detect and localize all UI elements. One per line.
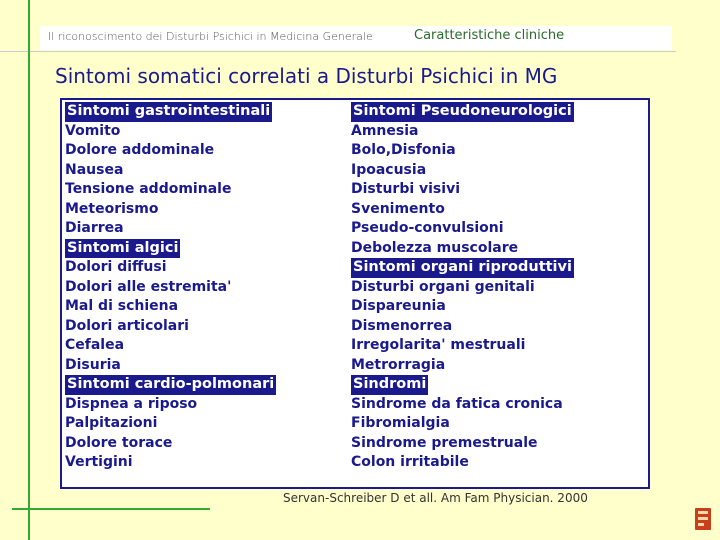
category-heading-label: Sintomi gastrointestinali [65, 102, 272, 122]
vertical-accent-line [28, 0, 30, 540]
symptom-item [65, 141, 276, 161]
symptom-item [65, 200, 276, 220]
symptom-item-label: Sindrome da fatica cronica [351, 395, 563, 412]
symptom-item-label: Disturbi visivi [351, 181, 460, 197]
symptom-item-label: Svenimento [351, 200, 445, 217]
symptom-item-label: Dismenorrea [351, 317, 453, 334]
symptom-item [351, 336, 574, 356]
symptom-item-label: Vomito [65, 122, 121, 139]
bottom-accent-line [12, 508, 210, 510]
category-heading [65, 375, 276, 395]
symptom-item [351, 453, 574, 473]
symptom-item [351, 395, 574, 415]
symptom-item-label: Dolore torace [65, 434, 173, 451]
symptom-item [65, 434, 276, 454]
symptom-item-label: Meteorismo [65, 200, 159, 217]
symptom-item-label: Dispnea a riposo [65, 395, 198, 412]
symptom-item-label: Vertigini [65, 454, 133, 470]
symptom-item [351, 239, 574, 259]
symptom-item [65, 219, 276, 239]
symptom-item-label: Amnesia [351, 122, 419, 139]
symptom-item [65, 122, 276, 142]
symptom-item-label: Debolezza muscolare [351, 239, 519, 256]
header-right-text: Caratteristiche cliniche [414, 28, 565, 43]
symptom-item [351, 356, 574, 376]
symptom-item [351, 141, 574, 161]
symptom-item [351, 200, 574, 220]
symptom-item [65, 161, 276, 181]
category-heading [351, 102, 574, 122]
symptom-item [65, 317, 276, 337]
category-heading-label: Sintomi Pseudoneurologici [351, 102, 574, 122]
symptom-item [65, 278, 276, 298]
symptom-item [351, 317, 574, 337]
symptom-item-label: Pseudo-convulsioni [351, 220, 504, 236]
category-heading [65, 102, 276, 122]
symptom-item [65, 414, 276, 434]
publisher-logo-icon [695, 508, 711, 530]
symptoms-panel [60, 98, 650, 489]
symptom-item-label: Diarrea [65, 220, 124, 236]
top-header-bar [40, 26, 672, 50]
symptom-item-label: Dolori articolari [65, 317, 189, 334]
category-heading [351, 258, 574, 278]
symptom-item [65, 356, 276, 376]
symptom-item-label: Sindrome premestruale [351, 434, 538, 451]
category-heading-label: Sintomi algici [65, 239, 180, 259]
header-left-text: Il riconoscimento dei Disturbi Psichici in Medicina Generale [48, 30, 373, 43]
category-heading-label: Sintomi cardio-polmonari [65, 375, 276, 395]
symptom-item-label: Dolore addominale [65, 142, 215, 158]
category-heading-label: Sindromi [351, 375, 428, 395]
symptom-item [351, 219, 574, 239]
symptom-item [65, 258, 276, 278]
symptom-item [65, 297, 276, 317]
symptom-item-label: Dolori diffusi [65, 259, 167, 275]
symptom-item [65, 336, 276, 356]
category-heading [351, 375, 574, 395]
symptom-item-label: Metrorragia [351, 356, 446, 373]
symptom-item-label: Bolo,Disfonia [351, 142, 456, 158]
symptom-item [65, 453, 276, 473]
category-heading [65, 239, 276, 259]
symptom-item-label: Mal di schiena [65, 298, 179, 314]
symptom-item-label: Nausea [65, 161, 124, 178]
symptom-item-label: Fibromialgia [351, 415, 450, 431]
symptom-item [351, 278, 574, 298]
symptom-item-label: Dolori alle estremita' [65, 278, 232, 295]
symptom-item [351, 180, 574, 200]
category-heading-label: Sintomi organi riproduttivi [351, 258, 574, 278]
left-column [65, 102, 276, 473]
symptom-item [65, 180, 276, 200]
symptom-item [351, 434, 574, 454]
symptom-item [351, 414, 574, 434]
symptom-item [351, 122, 574, 142]
citation: Servan-Schreiber D et all. Am Fam Physician. 2000 [283, 491, 588, 505]
header-divider [0, 51, 676, 52]
symptom-item-label: Disuria [65, 356, 121, 373]
symptom-item-label: Irregolarita' mestruali [351, 337, 526, 353]
symptom-item-label: Dispareunia [351, 298, 446, 314]
slide-title: Sintomi somatici correlati a Disturbi Psichici in MG [55, 64, 558, 88]
right-column [351, 102, 574, 473]
symptom-item [65, 395, 276, 415]
symptom-item [351, 297, 574, 317]
symptom-item-label: Disturbi organi genitali [351, 278, 535, 295]
symptom-item [351, 161, 574, 181]
symptom-item-label: Cefalea [65, 337, 125, 353]
symptom-item-label: Ipoacusia [351, 161, 427, 178]
symptom-item-label: Colon irritabile [351, 454, 469, 470]
symptom-item-label: Palpitazioni [65, 415, 158, 431]
symptom-item-label: Tensione addominale [65, 181, 232, 197]
